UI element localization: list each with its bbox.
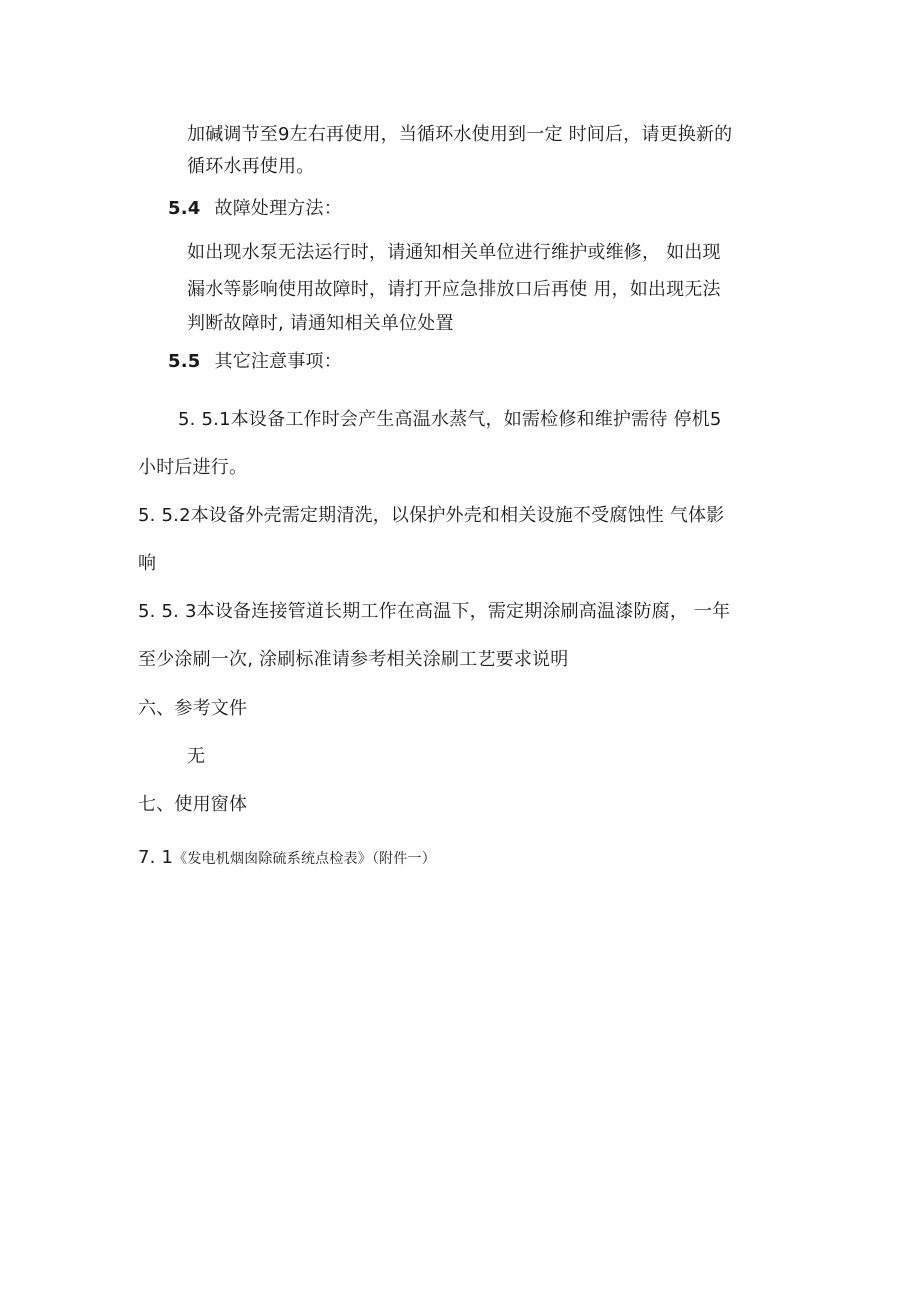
paragraph-line: 判断故障时, 请通知相关单位处置	[187, 313, 454, 334]
list-item-line: 小时后进行。	[138, 457, 248, 478]
form-list-item	[138, 846, 436, 871]
section-number: 5.5	[168, 351, 201, 372]
list-item-line: 至少涂刷一次, 涂刷标准请参考相关涂刷工艺要求说明	[138, 649, 569, 670]
section-title: 故障处理方法：	[214, 198, 342, 219]
section-title: 其它注意事项：	[214, 351, 342, 372]
paragraph-line: 如出现水泵无法运行时，请通知相关单位进行维护或维修， 如出现	[187, 242, 721, 263]
list-item-line: 5. 5. 3本设备连接管道长期工作在高温下，需定期涂刷高温漆防腐， 一年	[138, 601, 731, 622]
section-heading-5-4	[168, 197, 342, 221]
paragraph-line: 漏水等影响使用故障时，请打开应急排放口后再使 用，如出现无法	[187, 279, 721, 300]
form-item-number: 7. 1	[138, 847, 174, 868]
list-item-line: 5. 5.1本设备工作时会产生高温水蒸气，如需检修和维护需待 停机5	[178, 409, 722, 430]
list-item-line: 5. 5.2本设备外壳需定期清洗，以保护外壳和相关设施不受腐蚀性 气体影	[138, 505, 725, 526]
section-heading-7: 七、使用窗体	[138, 794, 248, 815]
form-item-text: 《发电机烟囱除硫系统点检表》（附件一）	[173, 851, 436, 867]
paragraph-line: 循环水再使用。	[187, 156, 315, 177]
paragraph-line: 加碱调节至9左右再使用，当循环水使用到一定 时间后，请更换新的	[187, 124, 733, 145]
section-6-content: 无	[187, 746, 206, 767]
list-item-line: 响	[138, 553, 157, 574]
section-heading-6: 六、参考文件	[138, 698, 248, 719]
section-heading-5-5	[168, 350, 342, 374]
section-number: 5.4	[168, 198, 201, 219]
